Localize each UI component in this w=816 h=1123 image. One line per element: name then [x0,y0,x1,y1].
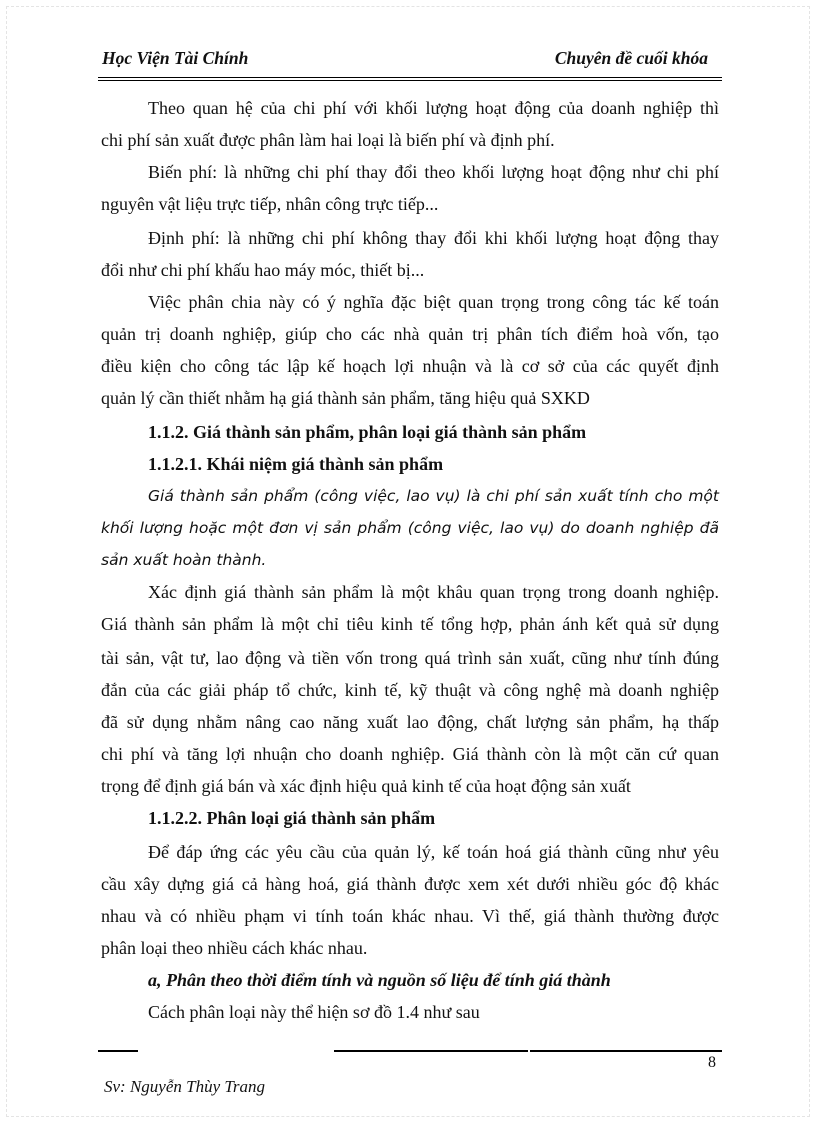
paragraph-line: cầu xây dựng giá cả hàng hoá, giá thành được xem xét dưới nhiều góc độ khác [101,874,719,894]
definition-line: Giá thành sản phẩm (công việc, lao vụ) là chi phí sản xuất tính cho một [148,487,719,505]
paragraph-line: Xác định giá thành sản phẩm là một khâu quan trọng trong doanh nghiệp. [148,582,719,602]
paragraph-line: chi phí và tăng lợi nhuận cho doanh nghiệp. Giá thành còn là một căn cứ quan [101,744,719,764]
paragraph-line: quản trị doanh nghiệp, giúp cho các nhà quản trị phân tích điểm hoà vốn, tạo [101,324,719,344]
subsection-heading: 1.1.2.2. Phân loại giá thành sản phẩm [148,808,436,828]
paragraph-line: phân loại theo nhiều cách khác nhau. [101,938,368,958]
paragraph-line: chi phí sản xuất được phân làm hai loại là biến phí và định phí. [101,130,555,150]
section-heading: 1.1.2. Giá thành sản phẩm, phân loại giá thành sản phẩm [148,422,587,442]
footer-divider [98,1050,138,1052]
definition-line: khối lượng hoặc một đơn vị sản phẩm (công việc, lao vụ) do doanh nghiệp đã [101,519,719,537]
paragraph-line: điều kiện cho công tác lập kế hoạch lợi nhuận và là cơ sở của các quyết định [101,356,719,376]
page-number: 8 [708,1054,716,1071]
header-document-type: Chuyên đề cuối khóa [554,48,708,68]
paragraph-line: Theo quan hệ của chi phí với khối lượng hoạt động của doanh nghiệp thì [148,98,719,118]
header-divider [98,77,722,78]
paragraph-line: đổi như chi phí khấu hao máy móc, thiết bị... [101,260,425,280]
paragraph-line: tài sản, vật tư, lao động và tiền vốn trong quá trình sản xuất, cũng như tính đúng [101,648,719,668]
header-divider-secondary [98,80,722,81]
footer-divider [530,1050,722,1052]
definition-line: sản xuất hoàn thành. [101,551,267,569]
subheading-a: a, Phân theo thời điểm tính và nguồn số liệu để tính giá thành [148,970,611,990]
paragraph-line: đã sử dụng nhằm nâng cao năng xuất lao động, chất lượng sản phẩm, hạ thấp [101,712,719,732]
paragraph-line: Việc phân chia này có ý nghĩa đặc biệt quan trọng trong công tác kế toán [148,292,719,312]
paragraph-line: Giá thành sản phẩm là một chỉ tiêu kinh tế tổng hợp, phản ánh kết quả sử dụng [101,614,719,634]
header-institution: Học Viện Tài Chính [102,48,249,68]
paragraph-line: Để đáp ứng các yêu cầu của quản lý, kế toán hoá giá thành cũng như yêu [148,842,719,862]
paragraph-line: nhau và có nhiều phạm vi tính toán khác nhau. Vì thế, giá thành thường được [101,906,719,926]
paragraph-line: đắn của các giải pháp tổ chức, kinh tế, kỹ thuật và công nghệ mà doanh nghiệp [101,680,719,700]
paragraph-line: Định phí: là những chi phí không thay đổi khi khối lượng hoạt động thay [148,228,719,248]
paragraph-line: nguyên vật liệu trực tiếp, nhân công trực tiếp... [101,194,439,214]
footer-divider [334,1050,528,1052]
paragraph-line: Cách phân loại này thể hiện sơ đồ 1.4 như sau [148,1002,480,1022]
paragraph-line: trọng để định giá bán và xác định hiệu quả kinh tế của hoạt động sản xuất [101,776,631,796]
student-name: Sv: Nguyễn Thùy Trang [104,1077,266,1096]
paragraph-line: quản lý cần thiết nhằm hạ giá thành sản phẩm, tăng hiệu quả SXKD [101,388,590,408]
subsection-heading: 1.1.2.1. Khái niệm giá thành sản phẩm [148,454,444,474]
paragraph-line: Biến phí: là những chi phí thay đổi theo khối lượng hoạt động như chi phí [148,162,719,182]
